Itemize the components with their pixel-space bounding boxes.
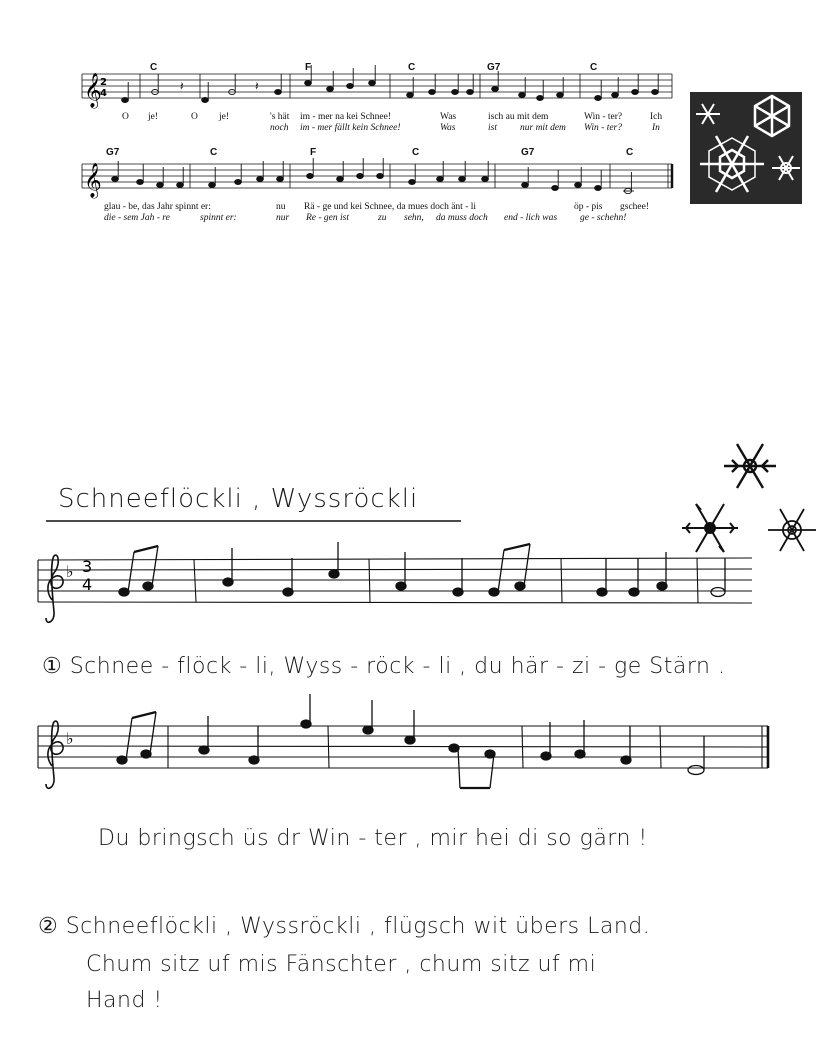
snowflake-icon (720, 436, 780, 496)
chord-c: C (412, 147, 420, 158)
svg-text:2: 2 (100, 77, 107, 88)
lyric: Win - ter? (584, 112, 623, 122)
chord-c: C (210, 147, 218, 158)
time-sig-bottom: 4 (82, 575, 93, 594)
svg-text:𝄞: 𝄞 (84, 163, 102, 198)
lyric: glau - be, das Jahr spinnt er: (104, 202, 211, 212)
lyric: 's hät (270, 112, 290, 122)
lyric-german: sehn, (404, 213, 424, 223)
verse1-line2: Du bringsch üs dr Win - ter , mir hei di so gärn ! (98, 826, 648, 851)
chord-c: C (626, 147, 634, 158)
lyric: je! (148, 112, 159, 122)
chord-c: C (590, 62, 598, 73)
verse2-line1: ② Schneeflöckli , Wyssröckli , flügsch wit übers Land. (38, 914, 651, 939)
lyric-german: die - sem Jah - re (104, 213, 170, 223)
snowflake-box-icon (690, 92, 802, 204)
lyric: nu (276, 202, 286, 212)
lyric-german: Re - gen ist (306, 213, 350, 223)
verse2-line3: Hand ! (86, 988, 163, 1013)
lyric-german: noch (270, 123, 289, 133)
lyric-german: ist (488, 123, 497, 133)
verse2-line2: Chum sitz uf mis Fänschter , chum sitz uf mi (86, 952, 597, 977)
title-underline (46, 518, 466, 524)
chord-f: F (305, 62, 312, 73)
lyric-german: spinnt er: (200, 213, 237, 223)
lyric: Rä - ge und kei Schnee, da mues doch änt - li (304, 202, 477, 212)
lyric: im - mer na kei Schnee! (300, 112, 392, 122)
lyric-german: Was (440, 123, 456, 133)
lyric-german: ge - schehn! (580, 213, 627, 223)
svg-text:𝄽: 𝄽 (255, 79, 259, 93)
chord-c: C (150, 62, 158, 73)
svg-text:𝄞: 𝄞 (84, 73, 102, 108)
lyric-german: da muss doch (436, 213, 488, 223)
lyric-german: im - mer fällt kein Schnee! (300, 123, 401, 133)
lyric: öp - pis (574, 202, 603, 212)
song2-title: Schneeflöckli , Wyssröckli (58, 484, 419, 514)
chord-g7: G7 (521, 147, 535, 158)
lyric: gschee! (620, 202, 650, 212)
lyric: O (122, 112, 129, 122)
lyric-german: nur (276, 213, 290, 223)
verse1-line1: ① Schnee - flöck - li, Wyss - röck - li , du här - zi - ge Stärn . (42, 654, 726, 679)
svg-text:4: 4 (100, 88, 107, 99)
lyric: isch au mit dem (488, 112, 549, 122)
lyric-german: zu (378, 213, 387, 223)
svg-text:♭: ♭ (66, 729, 74, 748)
chord-f: F (310, 147, 317, 158)
chord-g7: G7 (487, 62, 501, 73)
lyric-german: In (652, 123, 660, 133)
chord-c: C (408, 62, 416, 73)
song2-staff-2 (0, 708, 836, 808)
song2-staff-1 (0, 542, 836, 632)
time-sig-top: 3 (82, 557, 93, 576)
svg-text:𝄽: 𝄽 (180, 79, 184, 93)
lyric: O (191, 112, 198, 122)
lyric-german: nur mit dem (520, 123, 566, 133)
lyric-german: Win - ter? (584, 123, 622, 133)
lyric: Ich (650, 112, 663, 122)
lyric-german: end - lich was (504, 213, 558, 223)
lyric: je! (219, 112, 230, 122)
lyric: Was (440, 112, 457, 122)
chord-g7: G7 (106, 147, 120, 158)
svg-text:♭: ♭ (66, 562, 74, 581)
